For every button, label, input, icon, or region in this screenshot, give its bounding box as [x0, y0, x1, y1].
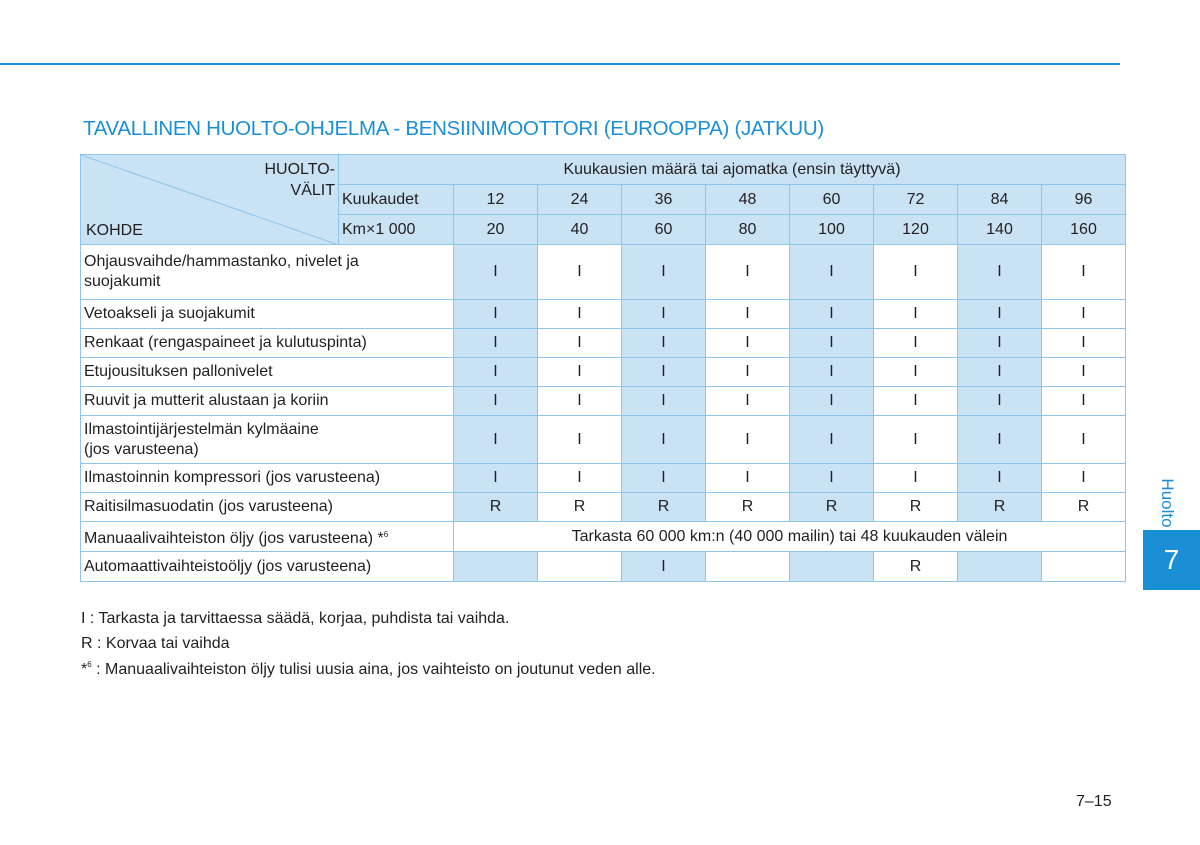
value-cell: I [706, 300, 790, 329]
value-cell: I [538, 358, 622, 387]
value-cell: I [874, 300, 958, 329]
value-cell: I [538, 387, 622, 416]
value-cell: R [1042, 493, 1126, 522]
value-cell: I [706, 358, 790, 387]
inspection-note: Tarkasta 60 000 km:n (40 000 mailin) tai 48 kuukauden välein [454, 522, 1126, 552]
km-cell: 140 [958, 215, 1042, 245]
value-cell [706, 552, 790, 582]
corner-top-line2: VÄLIT [290, 182, 335, 199]
table-row [81, 493, 1126, 522]
row-item-line1: Ohjausvaihde/hammastanko, nivelet ja [84, 253, 359, 270]
row-item-label: Etujousituksen pallonivelet [81, 358, 454, 387]
row-item-label [81, 416, 454, 464]
value-cell: I [790, 245, 874, 300]
value-cell: R [790, 493, 874, 522]
month-cell: 12 [454, 185, 538, 215]
page-title: TAVALLINEN HUOLTO-OHJELMA - BENSIINIMOOTTORI (EUROOPPA) (JATKUU) [83, 117, 824, 140]
row-item-label: Renkaat (rengaspaineet ja kulutuspinta) [81, 329, 454, 358]
km-label: Km×1 000 [339, 215, 454, 245]
value-cell: R [958, 493, 1042, 522]
value-cell: R [622, 493, 706, 522]
value-cell: I [790, 387, 874, 416]
value-cell [538, 552, 622, 582]
page-number: 7–15 [1076, 793, 1112, 810]
row-item-line2: suojakumit [84, 273, 161, 290]
chapter-tab: 7 [1143, 530, 1200, 590]
value-cell: I [1042, 358, 1126, 387]
value-cell: I [622, 416, 706, 464]
value-cell: I [1042, 329, 1126, 358]
month-cell: 24 [538, 185, 622, 215]
value-cell: R [874, 493, 958, 522]
row-item-label: Ilmastoinnin kompressori (jos varusteena) [81, 464, 454, 493]
value-cell: I [454, 358, 538, 387]
month-cell: 72 [874, 185, 958, 215]
km-cell: 160 [1042, 215, 1126, 245]
value-cell [1042, 552, 1126, 582]
value-cell [790, 552, 874, 582]
row-item-line1: Ilmastointijärjestelmän kylmäaine [84, 420, 319, 438]
value-cell: I [1042, 245, 1126, 300]
km-cell: 100 [790, 215, 874, 245]
value-cell: R [454, 493, 538, 522]
km-cell: 40 [538, 215, 622, 245]
row-item-label: Automaattivaihteistoöljy (jos varusteena) [81, 552, 454, 582]
month-cell: 96 [1042, 185, 1126, 215]
row-item-label [81, 522, 454, 552]
row-item-label: Ruuvit ja mutterit alustaan ja koriin [81, 387, 454, 416]
table-row [81, 416, 1126, 464]
corner-top-line1: HUOLTO- [264, 161, 335, 178]
value-cell: I [622, 358, 706, 387]
value-cell: I [790, 358, 874, 387]
row-item-label: Vetoakseli ja suojakumit [81, 300, 454, 329]
month-cell: 48 [706, 185, 790, 215]
value-cell: R [874, 552, 958, 582]
interval-header: Kuukausien määrä tai ajomatka (ensin täyttyvä) [339, 155, 1126, 185]
table-row [81, 245, 1126, 300]
value-cell: I [874, 416, 958, 464]
table-row [81, 300, 1126, 329]
row-item-label: Raitisilmasuodatin (jos varusteena) [81, 493, 454, 522]
value-cell: I [454, 329, 538, 358]
value-cell: I [706, 387, 790, 416]
corner-header-cell [81, 155, 339, 245]
corner-item-label: KOHDE [86, 222, 143, 239]
month-cell: 84 [958, 185, 1042, 215]
footnote-mark: 6 [383, 529, 389, 539]
value-cell [958, 552, 1042, 582]
value-cell: I [538, 300, 622, 329]
corner-intervals-label [264, 159, 335, 201]
value-cell: I [1042, 387, 1126, 416]
section-side-label: Huolto [1158, 478, 1177, 528]
value-cell: I [622, 245, 706, 300]
value-cell: I [874, 464, 958, 493]
value-cell: I [874, 387, 958, 416]
value-cell: I [622, 552, 706, 582]
value-cell: I [706, 464, 790, 493]
maintenance-schedule-table [80, 154, 1126, 582]
footnote-text: : Manuaalivaihteiston öljy tulisi uusia aina, jos vaihteisto on joutunut veden alle. [91, 661, 656, 678]
value-cell: I [454, 387, 538, 416]
value-cell: I [958, 329, 1042, 358]
value-cell: I [1042, 416, 1126, 464]
value-cell: I [958, 245, 1042, 300]
value-cell: I [790, 416, 874, 464]
value-cell: I [790, 329, 874, 358]
value-cell: I [622, 329, 706, 358]
legend-inspect: I : Tarkasta ja tarvittaessa säädä, korjaa, puhdista tai vaihda. [81, 610, 510, 627]
value-cell: I [790, 300, 874, 329]
legend-footnote [81, 660, 656, 679]
value-cell: I [454, 416, 538, 464]
value-cell: I [958, 464, 1042, 493]
footnote-number: 6 [87, 660, 92, 669]
km-cell: 20 [454, 215, 538, 245]
value-cell: I [538, 245, 622, 300]
value-cell: R [706, 493, 790, 522]
value-cell: I [454, 245, 538, 300]
value-cell: I [706, 329, 790, 358]
value-cell: I [622, 464, 706, 493]
value-cell: I [706, 245, 790, 300]
table-row [81, 387, 1126, 416]
header-row-intervals [81, 155, 1126, 185]
value-cell: I [622, 387, 706, 416]
month-cell: 60 [790, 185, 874, 215]
value-cell: R [538, 493, 622, 522]
value-cell: I [958, 358, 1042, 387]
table-row [81, 522, 1126, 552]
table-row [81, 358, 1126, 387]
value-cell: I [454, 300, 538, 329]
row-item-label [81, 245, 454, 300]
row-item-text: Manuaalivaihteiston öljy (jos varusteena) * [84, 529, 384, 547]
value-cell: I [874, 329, 958, 358]
table-row [81, 464, 1126, 493]
top-rule [0, 63, 1120, 65]
value-cell: I [538, 464, 622, 493]
value-cell: I [874, 358, 958, 387]
value-cell: I [958, 300, 1042, 329]
month-cell: 36 [622, 185, 706, 215]
km-cell: 60 [622, 215, 706, 245]
footnote-asterisk: * [81, 661, 88, 678]
km-cell: 80 [706, 215, 790, 245]
value-cell: I [958, 416, 1042, 464]
months-label: Kuukaudet [339, 185, 454, 215]
value-cell: I [958, 387, 1042, 416]
value-cell: I [538, 329, 622, 358]
km-cell: 120 [874, 215, 958, 245]
table-row [81, 329, 1126, 358]
value-cell [454, 552, 538, 582]
value-cell: I [874, 245, 958, 300]
legend-replace: R : Korvaa tai vaihda [81, 635, 230, 652]
value-cell: I [1042, 464, 1126, 493]
table-row [81, 552, 1126, 582]
row-item-line2: (jos varusteena) [84, 440, 199, 458]
value-cell: I [790, 464, 874, 493]
value-cell: I [706, 416, 790, 464]
value-cell: I [454, 464, 538, 493]
value-cell: I [1042, 300, 1126, 329]
value-cell: I [538, 416, 622, 464]
value-cell: I [622, 300, 706, 329]
